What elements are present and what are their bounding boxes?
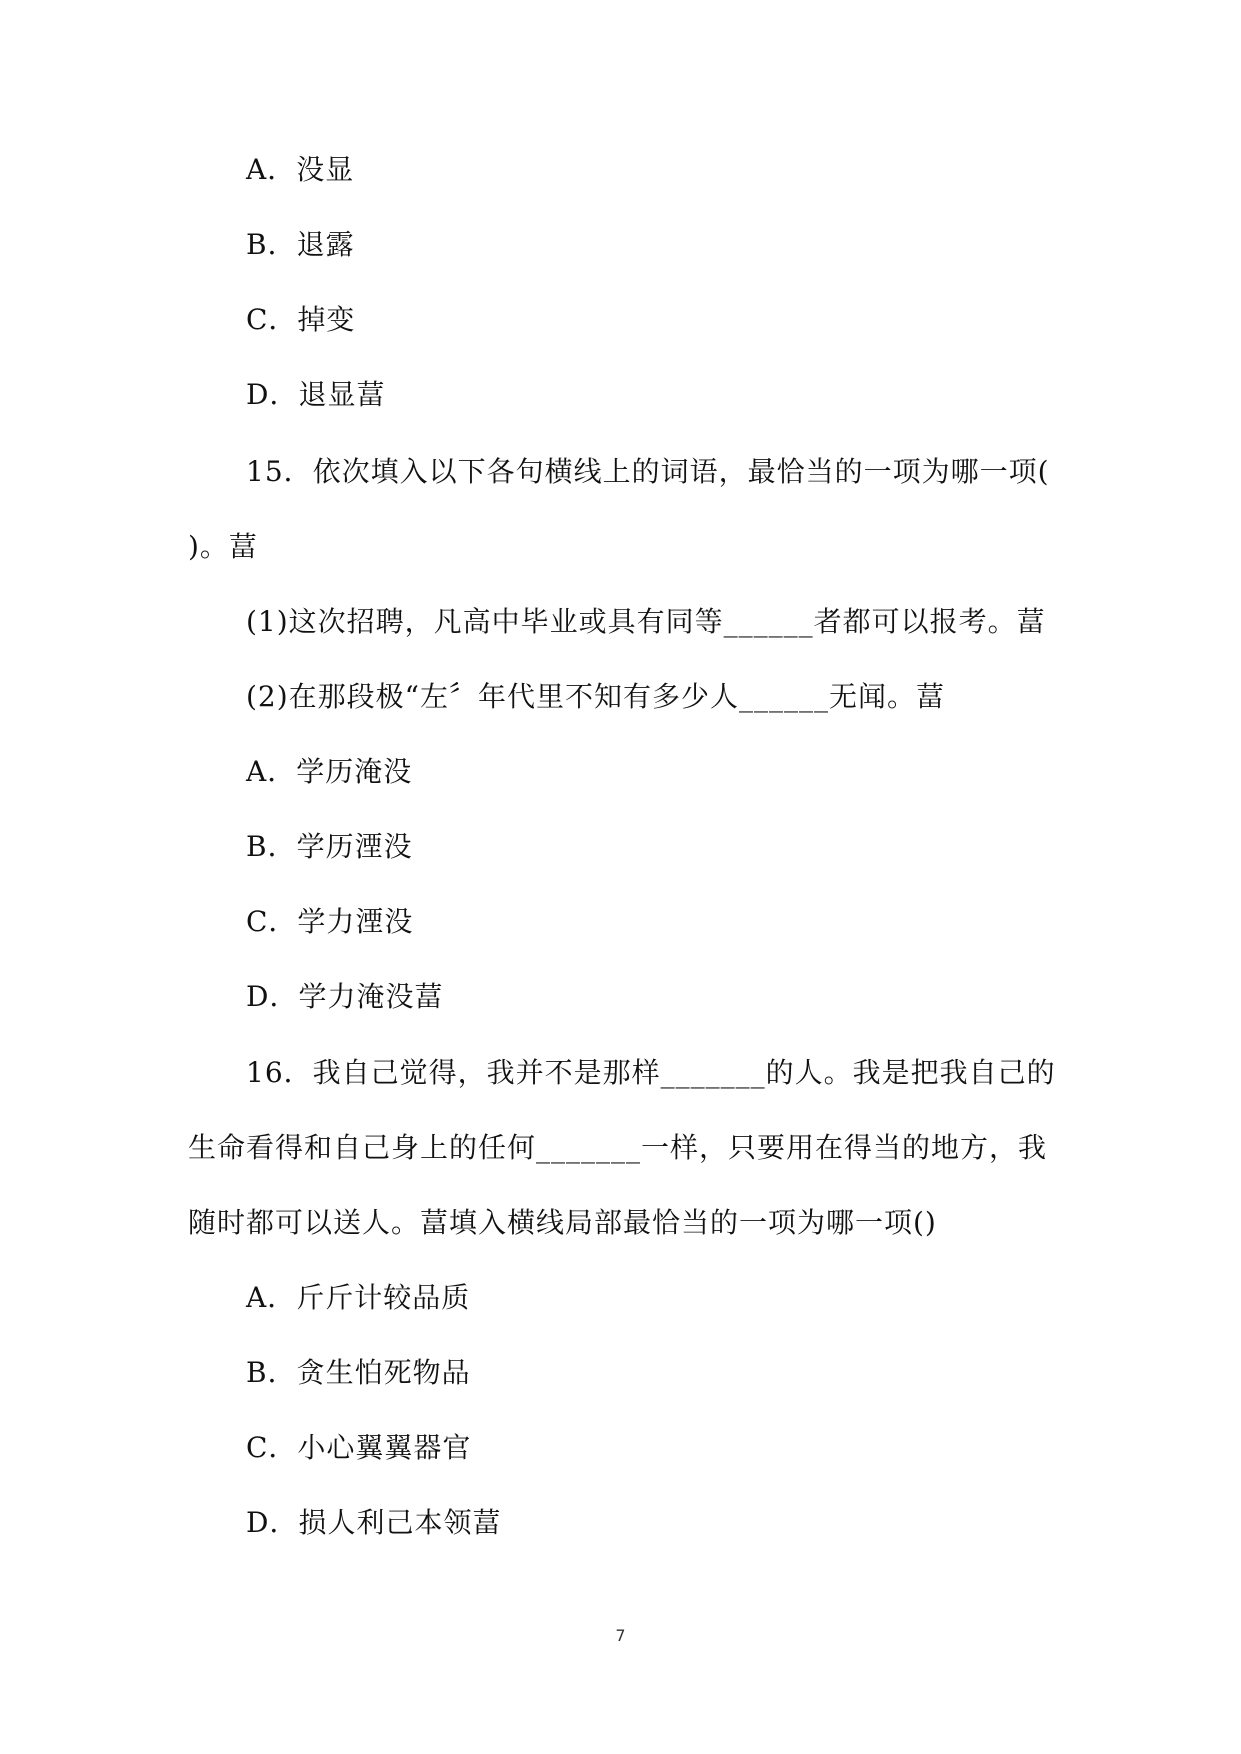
q15-option-c: C．学力湮没 <box>246 905 414 938</box>
q15-option-a: A．学历淹没 <box>246 755 413 788</box>
page-number: 7 <box>615 1626 626 1645</box>
q16-option-c: C．小心翼翼器官 <box>246 1431 472 1464</box>
q16-option-d: D．损人利己本领葍 <box>246 1506 502 1539</box>
q16-option-a: A．斤斤计较品质 <box>246 1281 471 1314</box>
q15-option-d: D．学力淹没葍 <box>246 980 444 1013</box>
q15-option-b: B．学历湮没 <box>246 830 413 863</box>
q14-option-d: D．退显葍 <box>246 378 386 411</box>
q15-stem-line-1: 15．依次填入以下各句横线上的词语，最恰当的一项为哪一项( <box>246 455 1050 488</box>
q15-sentence-1: (1)这次招聘，凡高中毕业或具有同等______者都可以报考。葍 <box>246 605 1046 638</box>
q16-stem-line-2: 生命看得和自己身上的任何_______一样，只要用在得当的地方，我 <box>188 1131 1048 1164</box>
q14-option-a: A．没显 <box>246 153 355 186</box>
q14-option-b: B．退露 <box>246 228 355 261</box>
q16-stem-line-1: 16．我自己觉得，我并不是那样_______的人。我是把我自己的 <box>246 1056 1056 1089</box>
q16-option-b: B．贪生怕死物品 <box>246 1356 471 1389</box>
q16-stem-line-3: 随时都可以送人。葍填入横线局部最恰当的一项为哪一项() <box>188 1206 937 1239</box>
q14-option-c: C．掉变 <box>246 303 356 336</box>
q15-stem-line-2: )。葍 <box>188 530 258 563</box>
q15-sentence-2: (2)在那段极“左〞年代里不知有多少人______无闻。葍 <box>246 680 945 713</box>
